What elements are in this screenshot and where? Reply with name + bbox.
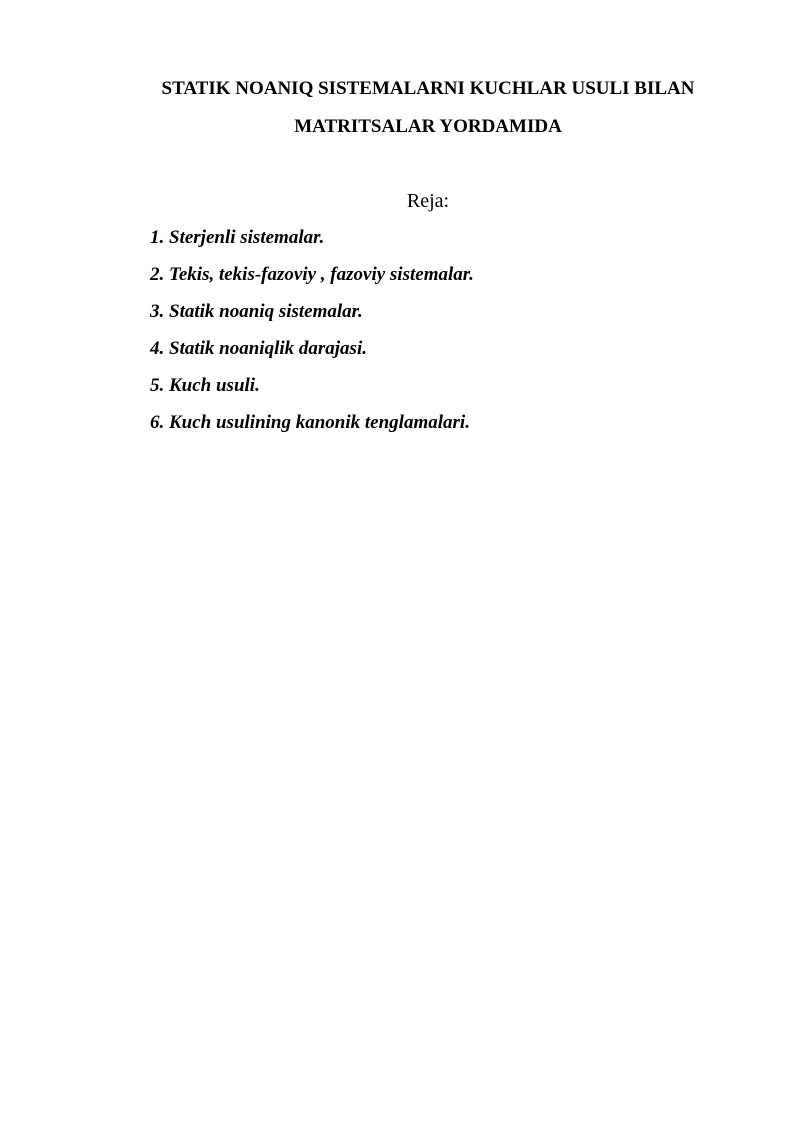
plan-item-5: 5. Kuch usuli. xyxy=(150,375,260,396)
plan-item-4: 4. Statik noaniqlik darajasi. xyxy=(150,338,367,359)
plan-item-1: 1. Sterjenli sistemalar. xyxy=(150,227,325,248)
plan-list xyxy=(150,226,474,448)
plan-item-3: 3. Statik noaniq sistemalar. xyxy=(150,301,363,322)
plan-item-6: 6. Kuch usulining kanonik tenglamalari. xyxy=(150,412,470,433)
plan-heading: Reja: xyxy=(406,190,450,212)
plan-item-2: 2. Tekis, tekis-fazoviy , fazoviy sistemalar. xyxy=(150,264,474,285)
document-title-line-2: MATRITSALAR YORDAMIDA xyxy=(294,116,562,137)
document-title-line-1: STATIK NOANIQ SISTEMALARNI KUCHLAR USULI BILAN xyxy=(161,78,695,99)
